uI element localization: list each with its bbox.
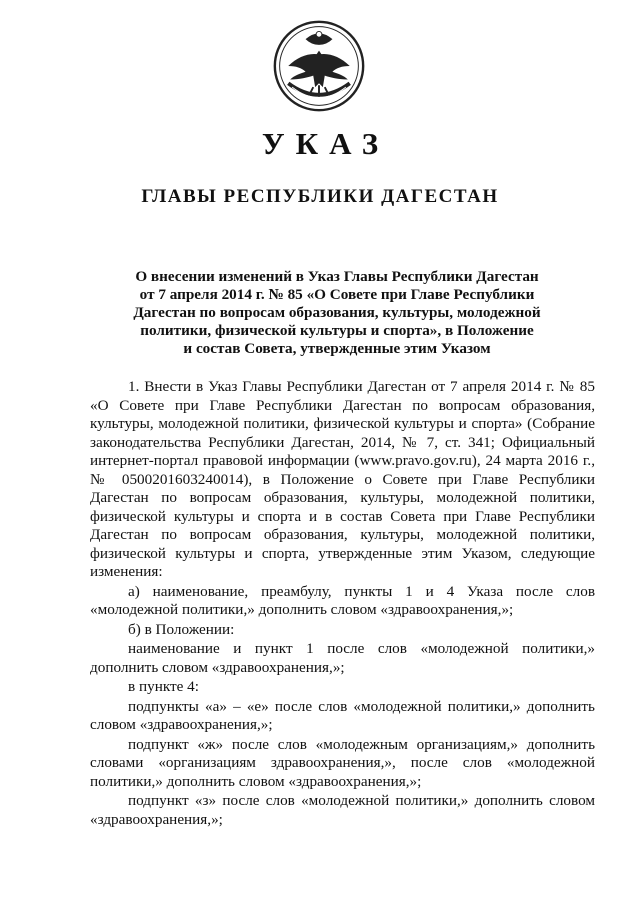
paragraph: в пункте 4:	[128, 678, 199, 695]
heading-line: и состав Совета, утвержденные этим Указом	[183, 340, 491, 357]
document-subtitle: ГЛАВЫ РЕСПУБЛИКИ ДАГЕСТАН	[141, 186, 499, 207]
heading-line: О внесении изменений в Указ Главы Республики Дагестан	[135, 268, 539, 285]
paragraph: б) в Положении:	[128, 620, 235, 638]
paragraph: подпункт «ж» после слов «молодежным организациям,» дополнить словами «организациям здравоохранения,», после слов «молодежной политики,» дополнить словом «здравоохранения,»;	[90, 735, 595, 790]
decree-body	[90, 378, 595, 829]
dagestan-emblem-icon	[271, 18, 367, 114]
heading-line: от 7 апреля 2014 г. № 85 «О Совете при Главе Республики	[139, 286, 535, 303]
decree-heading	[120, 268, 554, 358]
paragraph: подпункты «а» – «е» после слов «молодежной политики,» дополнить словом «здравоохранения,»;	[90, 697, 595, 733]
paragraph: а) наименование, преамбулу, пункты 1 и 4 Указа после слов «молодежной политики,» дополнить словом «здравоохранения,»;	[90, 582, 595, 618]
paragraph: 1. Внести в Указ Главы Республики Дагестан от 7 апреля 2014 г. № 85 «О Совете при Главе Республики Дагестан по вопросам образования, культуры, молодежной политики, физической культуры и спорта» (Собрание законодательства Республики Дагестан, 2014, № 7, ст. 341; Официальный интернет-портал правовой информации (www.pravo.gov.ru), 24 марта 2016 г., № 0500201603240014), в Положение о Совете при Главе Республики Дагестан по вопросам образования, культуры, молодежной политики, физической культуры и спорта и в состав Совета при Главе Республики Дагестан по вопросам образования, культуры, молодежной политики, физической культуры и спорта, утвержденные этим Указом, следующие изменения:	[90, 378, 595, 580]
document-title: УКАЗ	[261, 126, 390, 161]
paragraph: подпункт «з» после слов «молодежной политики,» дополнить словом «здравоохранения,»;	[90, 792, 595, 828]
paragraph: наименование и пункт 1 после слов «молодежной политики,» дополнить словом «здравоохранения,»;	[90, 640, 595, 676]
heading-line: политики, физической культуры и спорта», в Положение	[140, 322, 534, 339]
heading-line: Дагестан по вопросам образования, культуры, молодежной	[133, 304, 541, 321]
